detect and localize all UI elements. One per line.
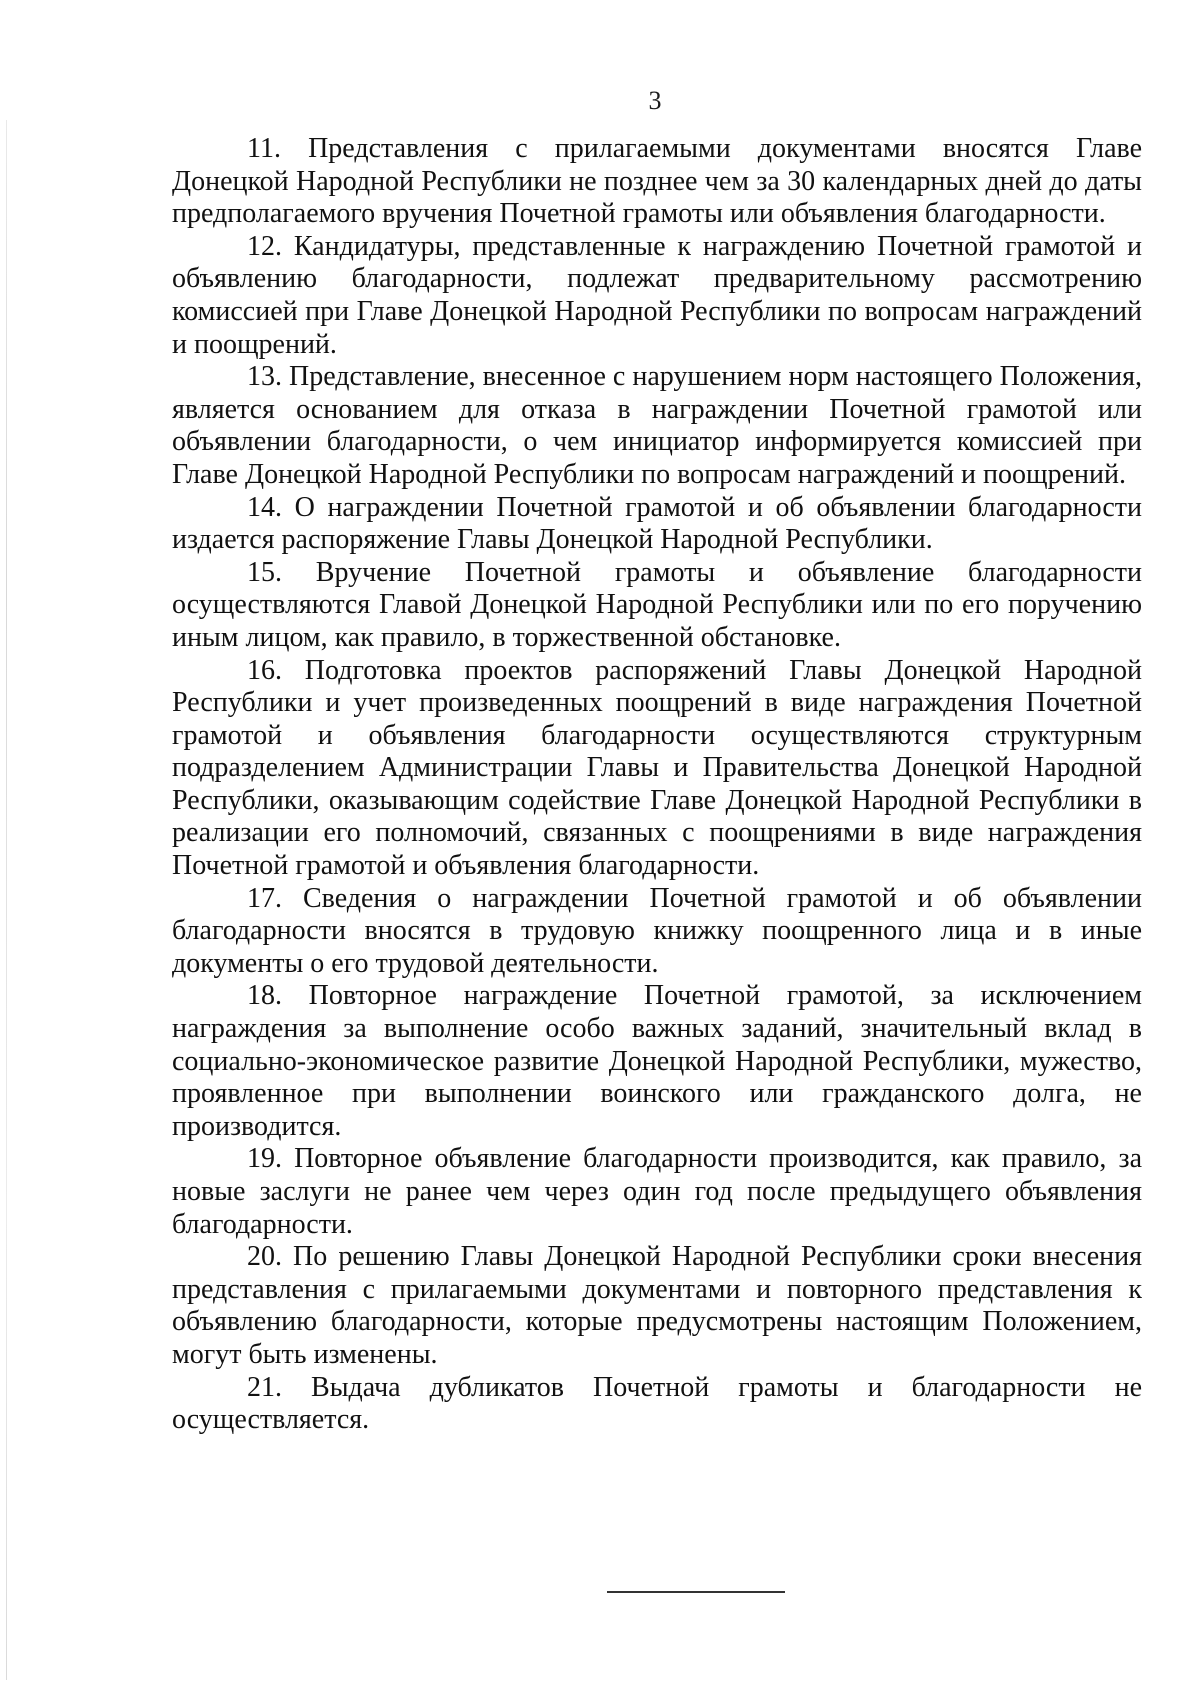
paragraph-21: 21. Выдача дубликатов Почетной грамоты и благодарности не осуществляется. [172, 1371, 1142, 1436]
paragraph-16: 16. Подготовка проектов распоряжений Главы Донецкой Народной Республики и учет произведенных поощрений в виде награждения Почетной грамотой и объявления благодарности осуществляются структурным подразделением Администрации Главы и Правительства Донецкой Народной Республики, оказывающим содействие Главе Донецкой Народной Республики в реализации его полномочий, связанных с поощрениями в виде награждения Почетной грамотой и объявления благодарности. [172, 654, 1142, 882]
paragraph-13: 13. Представление, внесенное с нарушением норм настоящего Положения, является основанием для отказа в награждении Почетной грамотой или объявлении благодарности, о чем инициатор информируется комиссией при Главе Донецкой Народной Республики по вопросам награждений и поощрений. [172, 361, 1142, 490]
paragraph-14: 14. О награждении Почетной грамотой и об объявлении благодарности издается распоряжение Главы Донецкой Народной Республики. [172, 491, 1142, 556]
paragraph-15: 15. Вручение Почетной грамоты и объявление благодарности осуществляются Главой Донецкой Народной Республики или по его поручению иным лицом, как правило, в торжественной обстановке. [172, 556, 1142, 653]
paragraph-19: 19. Повторное объявление благодарности производится, как правило, за новые заслуги не ранее чем через один год после предыдущего объявления благодарности. [172, 1143, 1142, 1240]
page-number: 3 [648, 86, 662, 115]
paragraph-18: 18. Повторное награждение Почетной грамотой, за исключением награждения за выполнение особо важных заданий, значительный вклад в социально-экономическое развитие Донецкой Народной Республики, мужество, проявленное при выполнении воинского или гражданского долга, не производится. [172, 980, 1142, 1142]
document-body [172, 133, 1142, 1437]
closing-divider-line [607, 1591, 785, 1593]
paragraph-11: 11. Представления с прилагаемыми документами вносятся Главе Донецкой Народной Республики не позднее чем за 30 календарных дней до даты предполагаемого вручения Почетной грамоты или объявления благодарности. [172, 133, 1142, 230]
paragraph-17: 17. Сведения о награждении Почетной грамотой и об объявлении благодарности вносятся в трудовую книжку поощренного лица и в иные документы о его трудовой деятельности. [172, 882, 1142, 979]
paragraph-12: 12. Кандидатуры, представленные к награждению Почетной грамотой и объявлению благодарности, подлежат предварительному рассмотрению комиссией при Главе Донецкой Народной Республики по вопросам награждений и поощрений. [172, 230, 1142, 360]
scan-edge-shadow [6, 120, 7, 1680]
paragraph-20: 20. По решению Главы Донецкой Народной Республики сроки внесения представления с прилагаемыми документами и повторного представления к объявлению благодарности, которые предусмотрены настоящим Положением, могут быть изменены. [172, 1241, 1142, 1370]
